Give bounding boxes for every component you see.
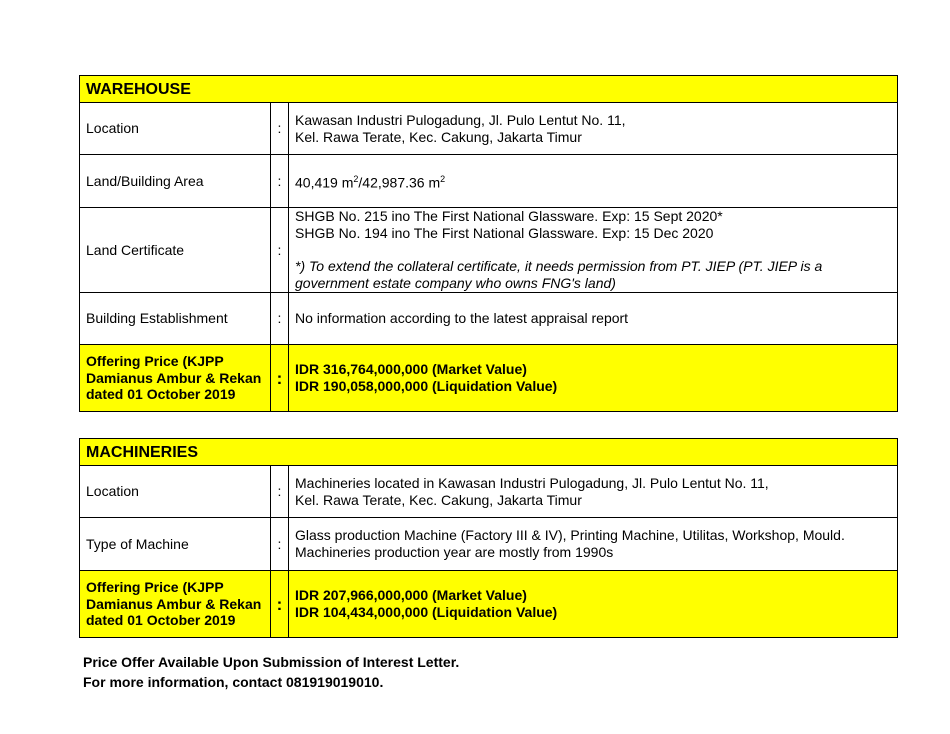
offering-value	[289, 345, 898, 412]
colon: :	[271, 293, 289, 345]
unit-superscript: 2	[440, 173, 446, 184]
type-line-1: Glass production Machine (Factory III & IV), Printing Machine, Utilitas, Workshop, Mould.	[295, 527, 845, 543]
colon: :	[271, 571, 289, 638]
colon: :	[271, 103, 289, 155]
certificate-line-1: SHGB No. 215 ino The First National Glassware. Exp: 15 Sept 2020*	[295, 208, 723, 224]
machineries-header: MACHINERIES	[80, 439, 898, 466]
row-label: Land/Building Area	[80, 155, 271, 208]
location-line-2: Kel. Rawa Terate, Kec. Cakung, Jakarta Timur	[295, 128, 582, 145]
footer-line-1: Price Offer Available Upon Submission of Interest Letter.	[83, 654, 460, 670]
table-row	[80, 103, 898, 155]
type-line-2: Machineries production year are mostly from 1990s	[295, 544, 614, 560]
table-row	[80, 155, 898, 208]
table-row	[80, 208, 898, 293]
row-label: Building Establishment	[80, 293, 271, 345]
offering-row	[80, 571, 898, 638]
colon: :	[271, 466, 289, 518]
row-label: Type of Machine	[80, 518, 271, 571]
certificate-value	[289, 208, 898, 293]
establishment-value: No information according to the latest appraisal report	[289, 293, 898, 345]
offering-label: Offering Price (KJPP Damianus Ambur & Rekan dated 01 October 2019	[80, 571, 271, 638]
colon: :	[271, 518, 289, 571]
location-value	[289, 466, 898, 518]
footer-contact	[83, 652, 459, 692]
machineries-table	[79, 438, 898, 638]
warehouse-table	[79, 75, 898, 412]
location-value	[289, 103, 898, 155]
liquidation-value: IDR 104,434,000,000 (Liquidation Value)	[295, 604, 558, 620]
table-row	[80, 466, 898, 518]
table-row	[80, 293, 898, 345]
liquidation-value: IDR 190,058,000,000 (Liquidation Value)	[295, 378, 558, 394]
offering-label: Offering Price (KJPP Damianus Ambur & Rekan dated 01 October 2019	[80, 345, 271, 412]
warehouse-header: WAREHOUSE	[80, 76, 898, 103]
market-value: IDR 316,764,000,000 (Market Value)	[295, 361, 527, 377]
building-area: /42,987.36 m	[358, 174, 441, 191]
location-line-2: Kel. Rawa Terate, Kec. Cakung, Jakarta Timur	[295, 491, 582, 508]
row-label: Location	[80, 466, 271, 518]
market-value: IDR 207,966,000,000 (Market Value)	[295, 587, 527, 603]
location-line-1: Machineries located in Kawasan Industri Pulogadung, Jl. Pulo Lentut No. 11,	[295, 474, 769, 491]
offering-value	[289, 571, 898, 638]
colon: :	[271, 345, 289, 412]
unit-superscript: 2	[353, 173, 359, 184]
certificate-note: *) To extend the collateral certificate, it needs permission from PT. JIEP (PT. JIEP is a government estate company who owns FNG's land)	[295, 258, 823, 291]
type-value	[289, 518, 898, 571]
machineries-header-row	[80, 439, 898, 466]
table-row	[80, 518, 898, 571]
area-value	[289, 155, 898, 208]
row-label: Location	[80, 103, 271, 155]
colon: :	[271, 208, 289, 293]
colon: :	[271, 155, 289, 208]
location-line-1: Kawasan Industri Pulogadung, Jl. Pulo Lentut No. 11,	[295, 111, 626, 128]
offering-row	[80, 345, 898, 412]
warehouse-header-row	[80, 76, 898, 103]
land-area: 40,419 m	[295, 174, 354, 191]
footer-line-2: For more information, contact 081919019010.	[83, 674, 384, 690]
certificate-line-2: SHGB No. 194 ino The First National Glassware. Exp: 15 Dec 2020	[295, 225, 714, 241]
row-label: Land Certificate	[80, 208, 271, 293]
